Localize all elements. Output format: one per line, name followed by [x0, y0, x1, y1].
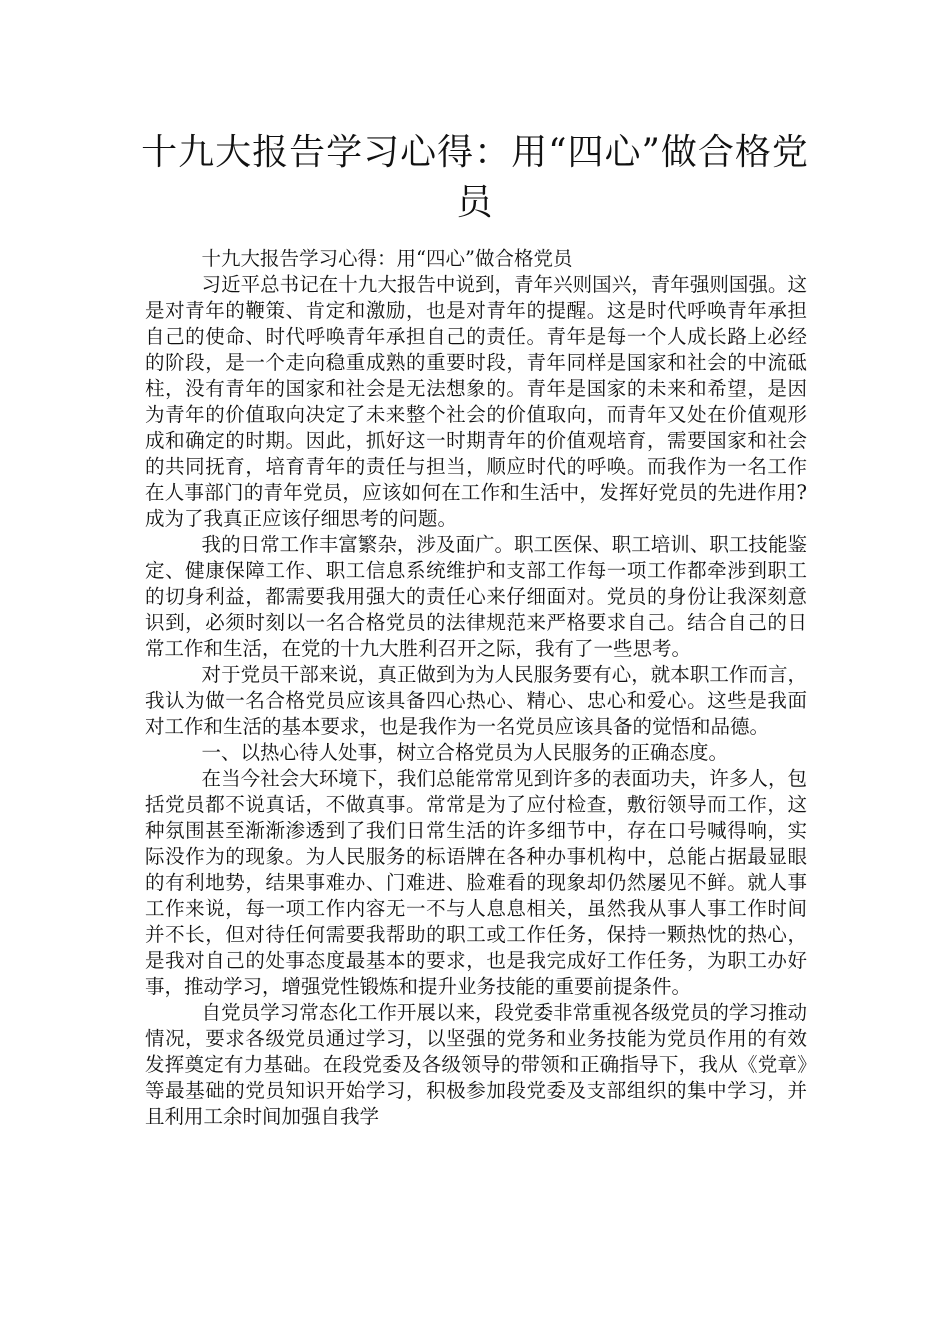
paragraph-youth: 习近平总书记在十九大报告中说到，青年兴则国兴，青年强则国强。这是对青年的鞭策、肯定和激励，也是对青年的提醒。这是时代呼唤青年承担自己的使命、时代呼唤青年承担自己的责任。青年是每一个人成长路上必经的阶段，是一个走向稳重成熟的重要时段，青年同样是国家和社会的中流砥柱，没有青年的国家和社会是无法想象的。青年是国家的未来和希望，是因为青年的价值取向决定了未来整个社会的价值取向，而青年又处在价值观形成和确定的时期。因此，抓好这一时期青年的价值观培育，需要国家和社会的共同抚育，培育青年的责任与担当，顺应时代的呼唤。而我作为一名工作在人事部门的青年党员，应该如何在工作和生活中，发挥好党员的先进作用?成为了我真正应该仔细思考的问题。: [145, 273, 807, 530]
paragraph-subtitle: 十九大报告学习心得：用“四心”做合格党员: [201, 247, 573, 270]
document-title: 十九大报告学习心得：用“四心”做合格党员: [141, 132, 809, 223]
paragraph-party-study: 自党员学习常态化工作开展以来，段党委非常重视各级党员的学习推动情况，要求各级党员通过学习，以坚强的党务和业务技能为党员作用的有效发挥奠定有力基础。在段党委及各级领导的带领和正确指导下，我从《党章》等最基础的党员知识开始学习，积极参加段党委及支部组织的集中学习，并且利用工余时间加强自我学: [145, 1001, 807, 1128]
paragraph-social-environment: 在当今社会大环境下，我们总能常常见到许多的表面功夫，许多人，包括党员都不说真话，不做真事。常常是为了应付检查，敷衍领导而工作，这种氛围甚至渐渐渗透到了我们日常生活的许多细节中，存在口号喊得响，实际没作为的现象。为人民服务的标语牌在各种办事机构中，总能占据最显眼的有利地势，结果事难办、门难进、脸难看的现象却仍然屡见不鲜。就人事工作来说，每一项工作内容无一不与人息息相关，虽然我从事人事工作时间并不长，但对待任何需要我帮助的职工或工作任务，保持一颗热忱的热心，是我对自己的处事态度最基本的要求，也是我完成好工作任务，为职工办好事，推动学习，增强党性锻炼和提升业务技能的重要前提条件。: [145, 767, 807, 998]
paragraph-four-hearts: 对于党员干部来说，真正做到为为人民服务要有心，就本职工作而言，我认为做一名合格党员应该具备四心热心、精心、忠心和爱心。这些是我面对工作和生活的基本要求，也是我作为一名党员应该具备的觉悟和品德。: [145, 663, 807, 738]
document-body: [145, 246, 807, 1130]
paragraph-daily-work: 我的日常工作丰富繁杂，涉及面广。职工医保、职工培训、职工技能鉴定、健康保障工作、职工信息系统维护和支部工作每一项工作都牵涉到职工的切身利益，都需要我用强大的责任心来仔细面对。党员的身份让我深刻意识到，必须时刻以一名合格党员的法律规范来严格要求自己。结合自己的日常工作和生活，在党的十九大胜利召开之际，我有了一些思考。: [145, 533, 807, 660]
section-heading-enthusiasm: 一、以热心待人处事，树立合格党员为人民服务的正确态度。: [201, 741, 729, 764]
